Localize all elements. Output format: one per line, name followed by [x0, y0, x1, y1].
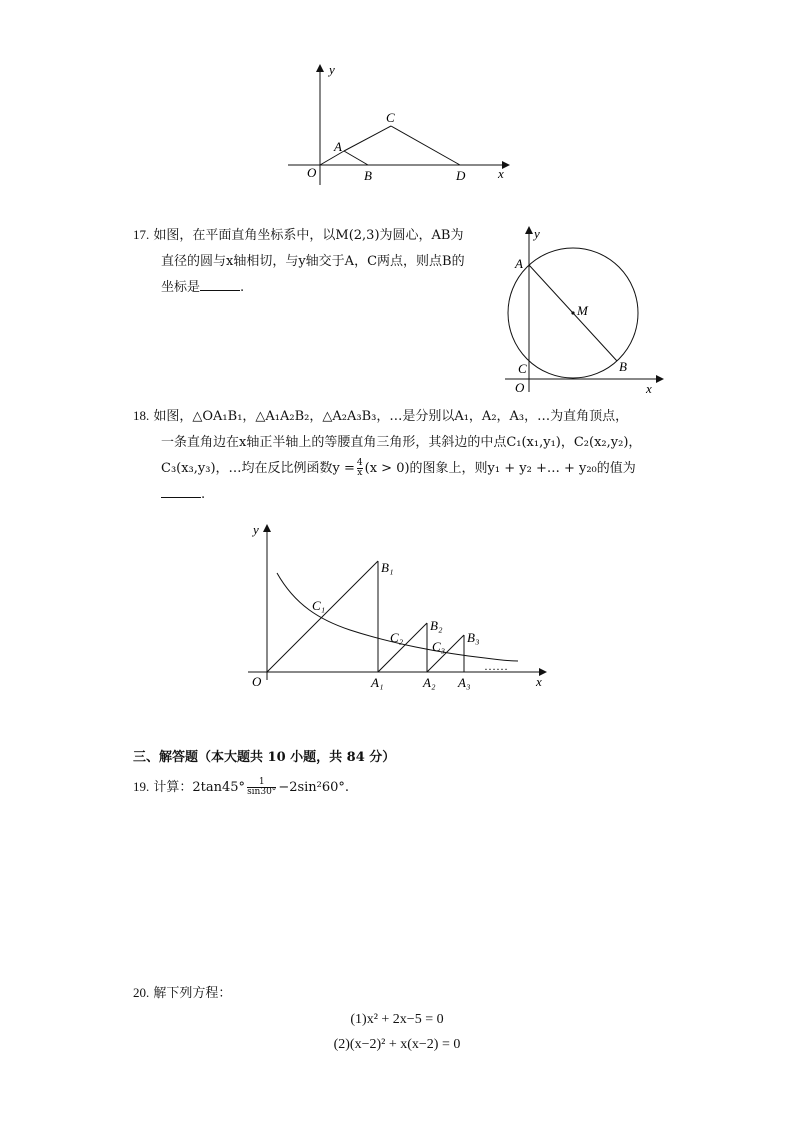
frac-num: 4	[356, 458, 363, 468]
hypotenuse-OB1	[267, 561, 378, 672]
label-C3: C₃	[432, 639, 446, 654]
figure-q18	[240, 520, 555, 695]
label-M: M	[577, 303, 588, 318]
q17-line3	[133, 275, 503, 301]
segment-AB	[344, 151, 368, 165]
label-D: D	[456, 168, 466, 183]
q19-number: 19.	[133, 779, 150, 794]
answer-blank	[161, 483, 201, 498]
q17-text-2: 直径的圆与x轴相切，与y轴交于A，C两点，则点B的	[161, 254, 465, 269]
figure-q16	[280, 60, 520, 190]
label-O: O	[252, 674, 262, 689]
label-C: C	[518, 361, 527, 376]
q18-line1	[133, 403, 693, 430]
q19-prefix: 计算：2tan45°	[153, 780, 246, 795]
label-A: A	[515, 256, 523, 271]
question-20	[133, 980, 231, 1007]
q18-text-3a: C₃(x₃,y₃)，…均在反比例函数y =	[161, 461, 355, 476]
equation-1: (1)x² + 2x−5 = 0	[350, 1012, 444, 1027]
equation-2: (2)(x−2)² + x(x−2) = 0	[333, 1037, 461, 1052]
label-y: y	[534, 226, 540, 241]
label-B: B	[364, 168, 372, 183]
q18-text-3b: (x > 0)的图象上，则y₁ + y₂ +… + y₂₀的值为	[364, 461, 636, 476]
q17-line2	[133, 249, 503, 275]
question-17	[133, 222, 503, 301]
center-M-dot	[571, 311, 574, 314]
q18-period: .	[201, 487, 206, 502]
question-18	[133, 403, 693, 508]
segment-AC	[344, 126, 391, 151]
frac-num: 1	[258, 777, 265, 787]
label-y: y	[253, 522, 259, 537]
q18-line4	[133, 482, 693, 508]
figure-q17	[500, 224, 670, 396]
label-B3: B₃	[467, 630, 480, 645]
label-O: O	[307, 165, 317, 180]
label-A1: A₁	[371, 675, 384, 690]
fraction-1-over-sin30	[247, 778, 276, 797]
label-A2: A₂	[423, 675, 436, 690]
q17-line1	[133, 222, 503, 249]
segment-CD	[391, 126, 460, 165]
q20-text: 解下列方程：	[153, 986, 232, 1001]
label-A3: A₃	[458, 675, 471, 690]
label-B2: B₂	[430, 618, 443, 633]
label-x: x	[536, 674, 542, 689]
section-3-title: 三、解答题（本大题共 10 小题，共 84 分）	[133, 750, 396, 765]
q20-number: 20.	[133, 985, 150, 1000]
label-C1: C₁	[312, 598, 326, 613]
label-x: x	[498, 166, 504, 181]
q17-number: 17.	[133, 227, 150, 242]
q18-text-2: 一条直角边在x轴正半轴上的等腰直角三角形，其斜边的中点C₁(x₁,y₁)，C₂(x₂,y₂)，	[161, 435, 642, 450]
label-x: x	[646, 381, 652, 396]
q17-text-3: 坐标是	[161, 280, 201, 295]
frac-den: sin30°	[247, 787, 277, 797]
q18-text-1: 如图，△OA₁B₁，△A₁A₂B₂，△A₂A₃B₃，…是分别以A₁，A₂，A₃，…为直角顶点，	[153, 409, 629, 424]
q18-number: 18.	[133, 408, 150, 423]
label-B1: B₁	[381, 560, 394, 575]
q18-line3	[133, 456, 693, 482]
label-y: y	[329, 62, 335, 77]
label-B: B	[619, 359, 627, 374]
fraction-4-over-x	[357, 459, 363, 478]
label-C2: C₂	[390, 630, 404, 645]
question-19	[133, 774, 349, 801]
frac-den: x	[357, 468, 363, 478]
q19-suffix: −2sin²60°.	[278, 780, 350, 795]
label-A: A	[334, 139, 342, 154]
label-ellipsis: ……	[484, 659, 508, 673]
label-C: C	[386, 110, 395, 125]
label-O: O	[515, 380, 525, 395]
hyperbola-curve	[277, 573, 518, 661]
q17-period: .	[240, 280, 245, 295]
q17-text-1: 如图，在平面直角坐标系中，以M(2,3)为圆心，AB为	[153, 228, 464, 243]
answer-blank	[200, 276, 240, 291]
q18-line2	[133, 430, 693, 456]
